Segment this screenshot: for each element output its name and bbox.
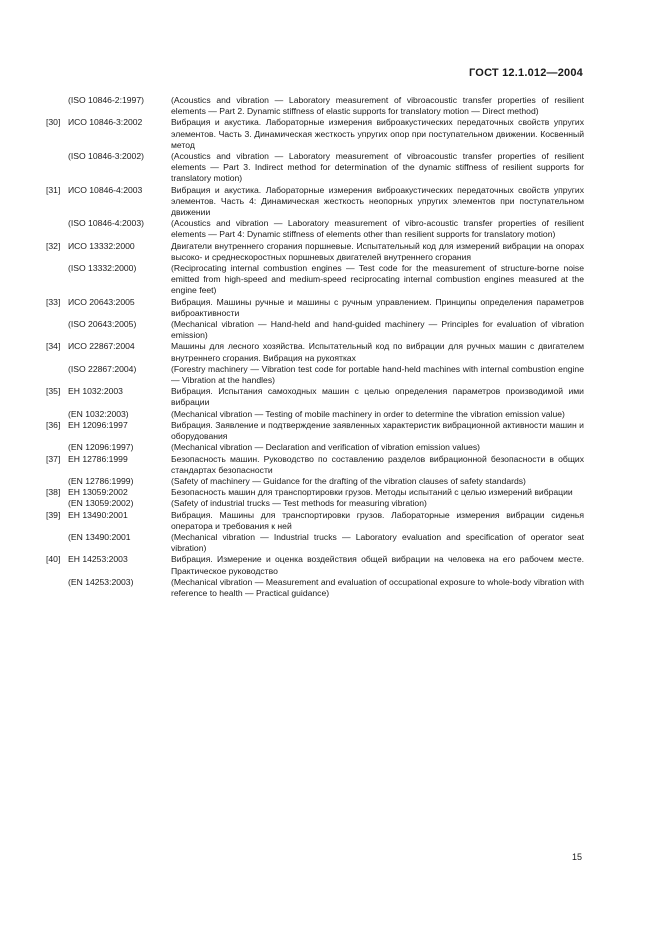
reference-number bbox=[46, 409, 68, 420]
reference-number: [37] bbox=[46, 453, 61, 464]
standard-title: Машины для лесного хозяйства. Испытательный код по вибрации для ручных машин с двигателем внутреннего сгорания. Вибрация на рукоятках bbox=[171, 341, 584, 363]
reference-number: [34] bbox=[46, 341, 61, 352]
standard-title: (Forestry machinery — Vibration test code for portable hand-held machines with internal combustion engine — Vibration at the handles) bbox=[171, 363, 584, 386]
reference-list bbox=[46, 95, 584, 599]
reference-number bbox=[46, 577, 68, 599]
standard-title: (Safety of machinery — Guidance for the drafting of the vibration clauses of safety standards) bbox=[171, 475, 526, 486]
reference-entry bbox=[46, 263, 584, 297]
reference-number: [31] bbox=[46, 184, 61, 195]
standard-title: Вибрация и акустика. Лабораторные измерения виброакустических передаточных свойств упругих элементов. Часть 3. Динамическая жесткость упругих опор при поступательном движении. Косвенный метод bbox=[171, 117, 584, 150]
reference-entry bbox=[46, 554, 584, 576]
reference-entry bbox=[46, 297, 584, 319]
standard-code: ИСО 22867:2004 bbox=[68, 341, 135, 352]
reference-number bbox=[46, 532, 68, 554]
reference-number bbox=[46, 476, 68, 487]
reference-entry bbox=[46, 487, 584, 498]
reference-number bbox=[46, 95, 68, 117]
reference-number: [30] bbox=[46, 117, 61, 128]
standard-code: ИСО 10846-4:2003 bbox=[68, 184, 143, 195]
reference-number: [39] bbox=[46, 509, 61, 520]
standard-code: (EN 13059:2002) bbox=[68, 498, 134, 509]
standard-code: ИСО 13332:2000 bbox=[68, 240, 135, 251]
standard-title: Вибрация. Машины ручные и машины с ручным управлением. Принципы определения параметров виброактивности bbox=[171, 296, 584, 318]
standard-header: ГОСТ 12.1.012—2004 bbox=[469, 67, 583, 79]
standard-code: (EN 12096:1997) bbox=[68, 442, 134, 453]
standard-code: EH 13059:2002 bbox=[68, 487, 128, 498]
reference-number bbox=[46, 151, 68, 185]
reference-number: [32] bbox=[46, 240, 61, 251]
standard-title: Безопасность машин для транспортировки грузов. Методы испытаний с целью измерений вибрации bbox=[171, 487, 573, 498]
reference-entry bbox=[46, 185, 584, 219]
reference-entry bbox=[46, 386, 584, 408]
reference-entry bbox=[46, 341, 584, 363]
standard-code: ИСО 10846-3:2002 bbox=[68, 117, 143, 128]
standard-code: ИСО 20643:2005 bbox=[68, 296, 135, 307]
standard-title: (Reciprocating internal combustion engines — Test code for the measurement of structure-borne noise emitted from high-speed and medium-speed reciprocating internal combustion engines measured at the engine feet) bbox=[171, 263, 584, 296]
reference-number bbox=[46, 263, 68, 297]
standard-code: EH 12786:1999 bbox=[68, 453, 128, 464]
reference-entry bbox=[46, 117, 584, 151]
reference-entry bbox=[46, 241, 584, 263]
reference-entry bbox=[46, 95, 584, 117]
standard-title: (Mechanical vibration — Industrial trucks — Laboratory evaluation and specification of operator seat vibration) bbox=[171, 531, 584, 554]
reference-number: [35] bbox=[46, 386, 61, 397]
standard-code: (ISO 10846-4:2003) bbox=[68, 218, 144, 229]
reference-number bbox=[46, 442, 68, 453]
standard-code: (EN 14253:2003) bbox=[68, 576, 134, 587]
standard-code: (EN 13490:2001 bbox=[68, 531, 131, 542]
standard-code: (ISO 10846-2:1997) bbox=[68, 95, 144, 105]
standard-code: EH 12096:1997 bbox=[68, 419, 128, 430]
reference-number: [38] bbox=[46, 487, 61, 498]
reference-entry bbox=[46, 409, 584, 420]
standard-title: (Mechanical vibration — Hand-held and hand-guided machinery — Principles for evaluation of vibration emission) bbox=[171, 319, 584, 341]
reference-entry bbox=[46, 498, 584, 509]
standard-code: (ISO 13332:2000) bbox=[68, 263, 137, 274]
standard-title: (Safety of industrial trucks — Test methods for measuring vibration) bbox=[171, 498, 427, 509]
standard-title: Безопасность машин. Руководство по составлению разделов вибрационной безопасности в общих стандартах безопасности bbox=[171, 453, 584, 475]
reference-entry bbox=[46, 364, 584, 386]
reference-entry bbox=[46, 510, 584, 532]
reference-number: [36] bbox=[46, 419, 61, 430]
standard-code: (ISO 22867:2004) bbox=[68, 363, 137, 374]
reference-entry bbox=[46, 532, 584, 554]
reference-number bbox=[46, 319, 68, 341]
standard-title: (Acoustics and vibration — Laboratory measurement of vibro-acoustic transfer properties of resilient elements — Part 4: Dynamic stiffness of elements other than resilient supports for translatory motion) bbox=[171, 218, 584, 240]
reference-number bbox=[46, 364, 68, 386]
reference-entry bbox=[46, 454, 584, 476]
standard-code: EH 1032:2003 bbox=[68, 386, 123, 397]
standard-title: (Acoustics and vibration — Laboratory measurement of vibroacoustic transfer properties of resilient elements — Part 2. Dynamic stiffness of elastic supports for translatory motion — Direct method) bbox=[171, 95, 584, 117]
reference-entry bbox=[46, 442, 584, 453]
page-number: 15 bbox=[572, 852, 583, 862]
standard-code: EH 14253:2003 bbox=[68, 554, 128, 565]
standard-code: (EN 1032:2003) bbox=[68, 408, 129, 419]
standard-title: (Acoustics and vibration — Laboratory measurement of vibroacoustic transfer properties of resilient elements — Part 3. Indirect method for determination of the dynamic stiffness of resilient supports for translatory motion) bbox=[171, 151, 584, 184]
standard-code: (ISO 20643:2005) bbox=[68, 319, 137, 330]
standard-title: Вибрация. Машины для транспортировки грузов. Лабораторные измерения вибрации сиденья оператора и требования к ней bbox=[171, 509, 584, 531]
reference-number bbox=[46, 218, 68, 240]
reference-number: [40] bbox=[46, 554, 61, 565]
standard-title: Двигатели внутреннего сгорания поршневые. Испытательный код для измерений вибрации на опорах высоко- и среднескоростных поршневых двигателей внутреннего сгорания bbox=[171, 240, 584, 262]
reference-entry bbox=[46, 151, 584, 185]
reference-entry bbox=[46, 476, 584, 487]
reference-entry bbox=[46, 577, 584, 599]
standard-title: (Mechanical vibration — Testing of mobile machinery in order to determine the vibration emission value) bbox=[171, 408, 565, 419]
reference-entry bbox=[46, 420, 584, 442]
reference-entry bbox=[46, 218, 584, 240]
reference-number: [33] bbox=[46, 296, 61, 307]
standard-title: Вибрация и акустика. Лабораторные измерения виброакустических передаточных свойств упругих элементов. Часть 4: Динамическая жесткость неопорных упругих элементов при поступательном движении bbox=[171, 184, 584, 218]
standard-title: Вибрация. Измерение и оценка воздействия общей вибрации на человека на его рабочем месте. Практическое руководство bbox=[171, 554, 584, 576]
standard-code: (ISO 10846-3:2002) bbox=[68, 151, 144, 162]
standard-title: (Mechanical vibration — Measurement and evaluation of occupational exposure to whole-body vibration with reference to health — Practical guidance) bbox=[171, 576, 584, 598]
reference-number bbox=[46, 498, 68, 509]
standard-title: Вибрация. Испытания самоходных машин с целью определения параметров производимой ими вибрации bbox=[171, 386, 584, 408]
standard-code: EH 13490:2001 bbox=[68, 509, 128, 520]
standard-code: (EN 12786:1999) bbox=[68, 475, 134, 486]
standard-title: Вибрация. Заявление и подтверждение заявленных характеристик вибрационной активности машин и оборудования bbox=[171, 419, 584, 442]
standard-title: (Mechanical vibration — Declaration and verification of vibration emission values) bbox=[171, 442, 481, 453]
reference-entry bbox=[46, 319, 584, 341]
